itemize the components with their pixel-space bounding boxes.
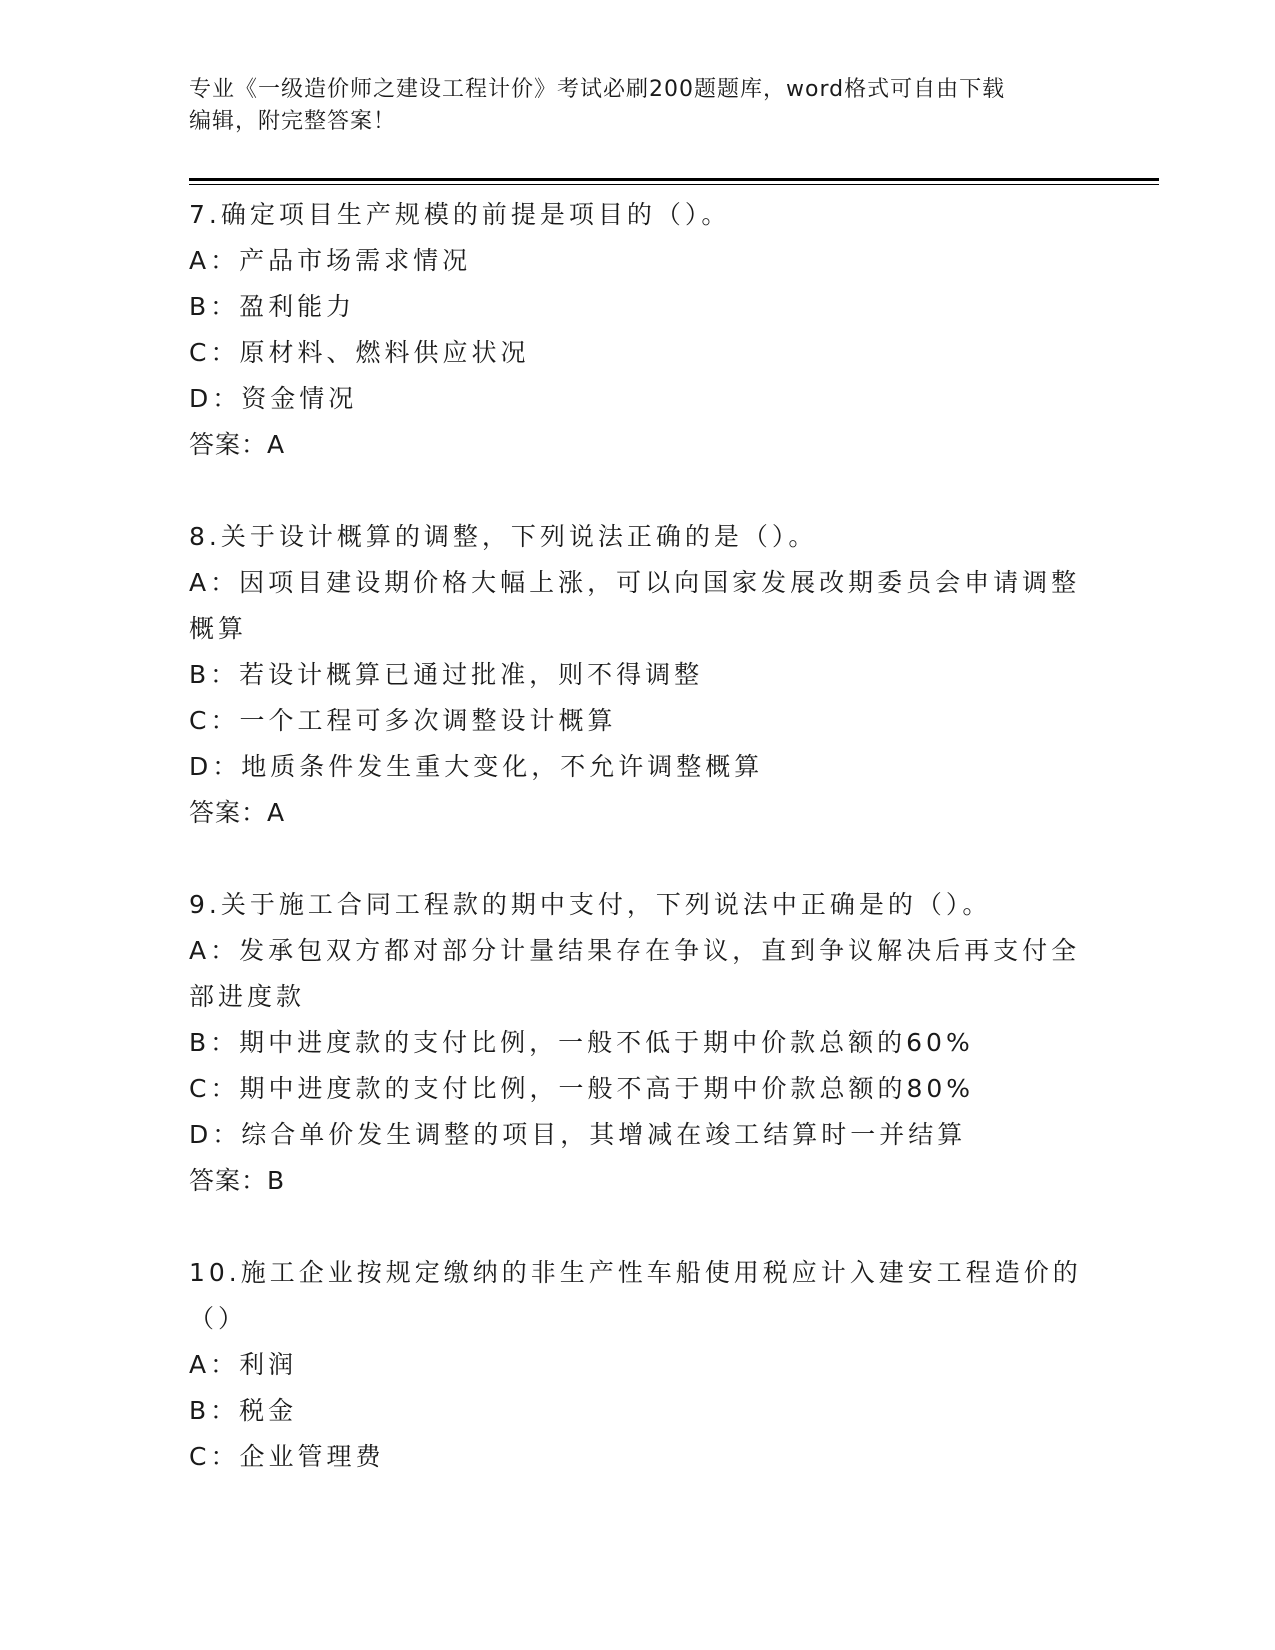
answer-option: A：因项目建设期价格大幅上涨，可以向国家发展改期委员会申请调整 bbox=[189, 568, 1081, 597]
answer-key: 答案：A bbox=[189, 430, 286, 459]
answer-option: C：原材料、燃料供应状况 bbox=[189, 338, 530, 367]
answer-option: B：盈利能力 bbox=[189, 292, 356, 321]
question-block bbox=[189, 192, 1089, 468]
answer-key: 答案：B bbox=[189, 1166, 286, 1195]
answer-option: D：综合单价发生调整的项目，其增减在竣工结算时一并结算 bbox=[189, 1120, 967, 1149]
answer-option: C：一个工程可多次调整设计概算 bbox=[189, 706, 617, 735]
answer-option: C：期中进度款的支付比例，一般不高于期中价款总额的80% bbox=[189, 1074, 975, 1103]
header-line-1: 专业《一级造价师之建设工程计价》考试必刷200题题库，word格式可自由下载 bbox=[189, 77, 1006, 102]
question-stem: 9.关于施工合同工程款的期中支付，下列说法中正确是的（）。 bbox=[189, 890, 992, 919]
question-stem: 7.确定项目生产规模的前提是项目的（）。 bbox=[189, 200, 731, 229]
question-stem: 8.关于设计概算的调整，下列说法正确的是（）。 bbox=[189, 522, 818, 551]
answer-option: B：税金 bbox=[189, 1396, 298, 1425]
answer-option: 部进度款 bbox=[189, 982, 306, 1011]
header-divider-thin bbox=[189, 184, 1159, 185]
answer-option: A：产品市场需求情况 bbox=[189, 246, 472, 275]
answer-option: D：资金情况 bbox=[189, 384, 358, 413]
answer-option: B：若设计概算已通过批准，则不得调整 bbox=[189, 660, 704, 689]
header-divider-thick bbox=[189, 178, 1159, 181]
answer-option: A：发承包双方都对部分计量结果存在争议，直到争议解决后再支付全 bbox=[189, 936, 1081, 965]
question-block bbox=[189, 882, 1089, 1204]
answer-option: D：地质条件发生重大变化，不允许调整概算 bbox=[189, 752, 764, 781]
question-list bbox=[189, 192, 1089, 1526]
answer-key: 答案：A bbox=[189, 798, 286, 827]
document-header bbox=[189, 74, 1089, 138]
question-block bbox=[189, 1250, 1089, 1480]
header-line-2: 编辑，附完整答案！ bbox=[189, 109, 397, 134]
question-block bbox=[189, 514, 1089, 836]
answer-option: B：期中进度款的支付比例，一般不低于期中价款总额的60% bbox=[189, 1028, 974, 1057]
answer-option: A：利润 bbox=[189, 1350, 298, 1379]
question-stem: 10.施工企业按规定缴纳的非生产性车船使用税应计入建安工程造价的 bbox=[189, 1258, 1082, 1287]
answer-option: 概算 bbox=[189, 614, 248, 643]
answer-option: C：企业管理费 bbox=[189, 1442, 385, 1471]
question-stem: （） bbox=[189, 1304, 248, 1333]
